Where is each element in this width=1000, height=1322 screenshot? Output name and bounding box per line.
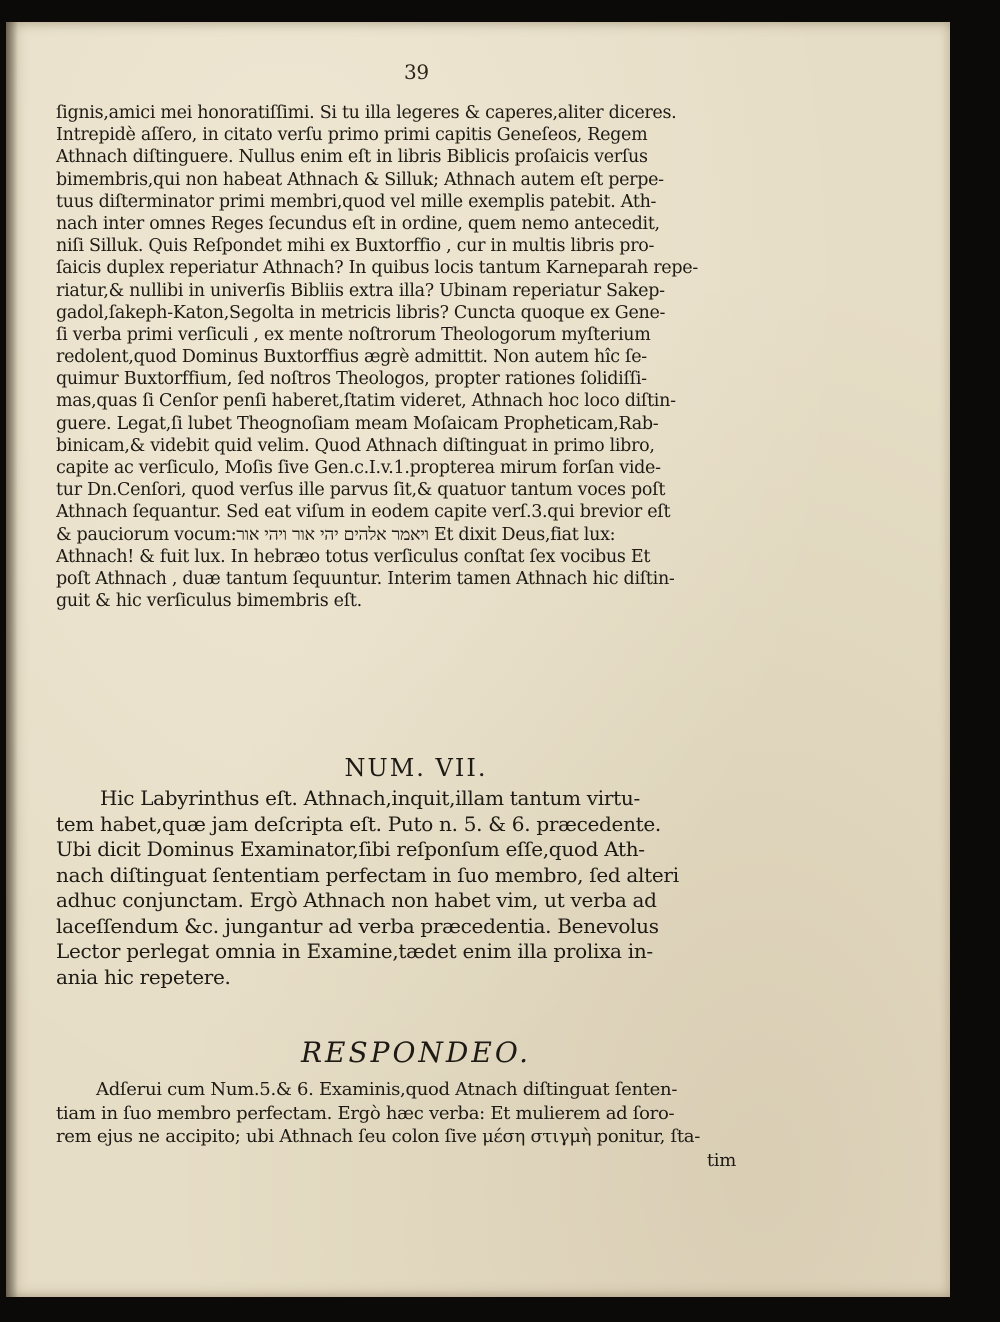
respondeo-heading: RESPONDEO. xyxy=(300,1036,532,1069)
text-line: Hic Labyrinthus eſt. Athnach,inquit,illam tantum virtu- xyxy=(100,786,640,810)
paragraph-2 xyxy=(56,786,679,990)
text-line: gadol,ſakeph-Katon,Segolta in metricis libris? Cuncta quoque ex Gene- xyxy=(56,302,666,323)
text-line: Athnach! & fuit lux. In hebræo totus verſiculus conſtat ſex vocibus Et xyxy=(56,546,651,567)
text-line: nach diſtinguat ſententiam perfectam in ſuo membro, ſed alteri xyxy=(56,862,679,887)
text-line: Athnach diſtinguere. Nullus enim eſt in libris Biblicis proſaicis verſus xyxy=(56,147,648,168)
text-line: guit & hic verſiculus bimembris eſt. xyxy=(56,591,362,612)
page-gutter-shadow xyxy=(6,22,18,1297)
paragraph-1 xyxy=(56,102,698,612)
text-line: bimembris,qui non habeat Athnach & Silluk; Athnach autem eſt perpe- xyxy=(56,169,664,190)
page-number: 39 xyxy=(404,60,429,84)
text-line: ſignis,amici mei honoratiſſimi. Si tu illa legeres & caperes,aliter diceres. xyxy=(56,103,677,123)
text-line: capite ac verſiculo, Moſis ſive Gen.c.I.v.1.propterea mirum forſan vide- xyxy=(56,458,661,478)
text-line: quimur Buxtorffium, ſed noſtros Theologos, propter rationes ſolidiſſi- xyxy=(56,369,647,390)
catchword: tim xyxy=(706,1149,736,1171)
text-line: redolent,quod Dominus Buxtorffius ægrè admittit. Non autem hîc ſe- xyxy=(56,347,647,368)
text-line: tiam in ſuo membro perfectam. Ergò hæc verba: Et mulierem ad ſoro- xyxy=(56,1102,675,1124)
text-line: mas,quas ſi Cenſor penſi haberet,ſtatim videret, Athnach hoc loco diſtin- xyxy=(56,391,676,412)
paragraph-3 xyxy=(56,1078,736,1172)
text-line: adhuc conjunctam. Ergò Athnach non habet vim, ut verba ad xyxy=(56,888,657,912)
book-page xyxy=(6,22,950,1297)
text-line: binicam,& videbit quid velim. Quod Athnach diſtinguat in primo libro, xyxy=(56,435,655,456)
text-line: Athnach ſequantur. Sed eat viſum in eodem capite verſ.3.qui brevior eſt xyxy=(56,502,671,523)
text-line: tem habet,quæ jam deſcripta eſt. Puto n. 5. & 6. præcedente. xyxy=(56,811,661,836)
text-line: ania hic repetere. xyxy=(56,964,231,989)
text-line: riatur,& nullibi in univerſis Bibliis extra illa? Ubinam reperiatur Sakep- xyxy=(56,280,665,301)
section-heading: NUM. VII. xyxy=(344,754,488,782)
text-line: guere. Legat,ſi lubet Theognoſiam meam Moſaicam Propheticam,Rab- xyxy=(56,413,659,434)
text-line: tuus diſterminator primi membri,quod vel mille exemplis patebit. Ath- xyxy=(56,191,657,212)
text-line: ſi verba primi verſiculi , ex mente noſtrorum Theologorum myſterium xyxy=(56,324,651,345)
text-line: laceſſendum &c. jungantur ad verba præcedentia. Benevolus xyxy=(56,913,659,938)
text-line: nach inter omnes Reges ſecundus eſt in ordine, quem nemo antecedit, xyxy=(56,213,660,234)
text-line: & pauciorum vocum:ויאמר אלהים יהי אור ויהי אור Et dixit Deus,fiat lux: xyxy=(56,524,616,545)
text-line: rem ejus ne accipito; ubi Athnach ſeu colon ſive μέση στιγμὴ ponitur, ſta- xyxy=(56,1126,701,1147)
text-line: Adſerui cum Num.5.& 6. Examinis,quod Atnach diſtinguat ſenten- xyxy=(96,1079,678,1100)
text-line: Lector perlegat omnia in Examine,tædet enim illa prolixa in- xyxy=(56,939,653,963)
text-line: tur Dn.Cenſori, quod verſus ille parvus ſit,& quatuor tantum voces poſt xyxy=(56,480,666,501)
text-line: ſaicis duplex reperiatur Athnach? In quibus locis tantum Karneparah repe- xyxy=(56,258,698,279)
text-line: Intrepidè aſſero, in citato verſu primo primi capitis Geneſeos, Regem xyxy=(56,125,648,146)
text-line: niſi Silluk. Quis Reſpondet mihi ex Buxtorffio , cur in multis libris pro- xyxy=(56,236,655,257)
scan-background xyxy=(950,0,1000,1322)
text-line: poſt Athnach , duæ tantum ſequuntur. Interim tamen Athnach hic diſtin- xyxy=(56,568,675,589)
text-line: Ubi dicit Dominus Examinator,ſibi reſponſum eſſe,quod Ath- xyxy=(56,837,645,861)
